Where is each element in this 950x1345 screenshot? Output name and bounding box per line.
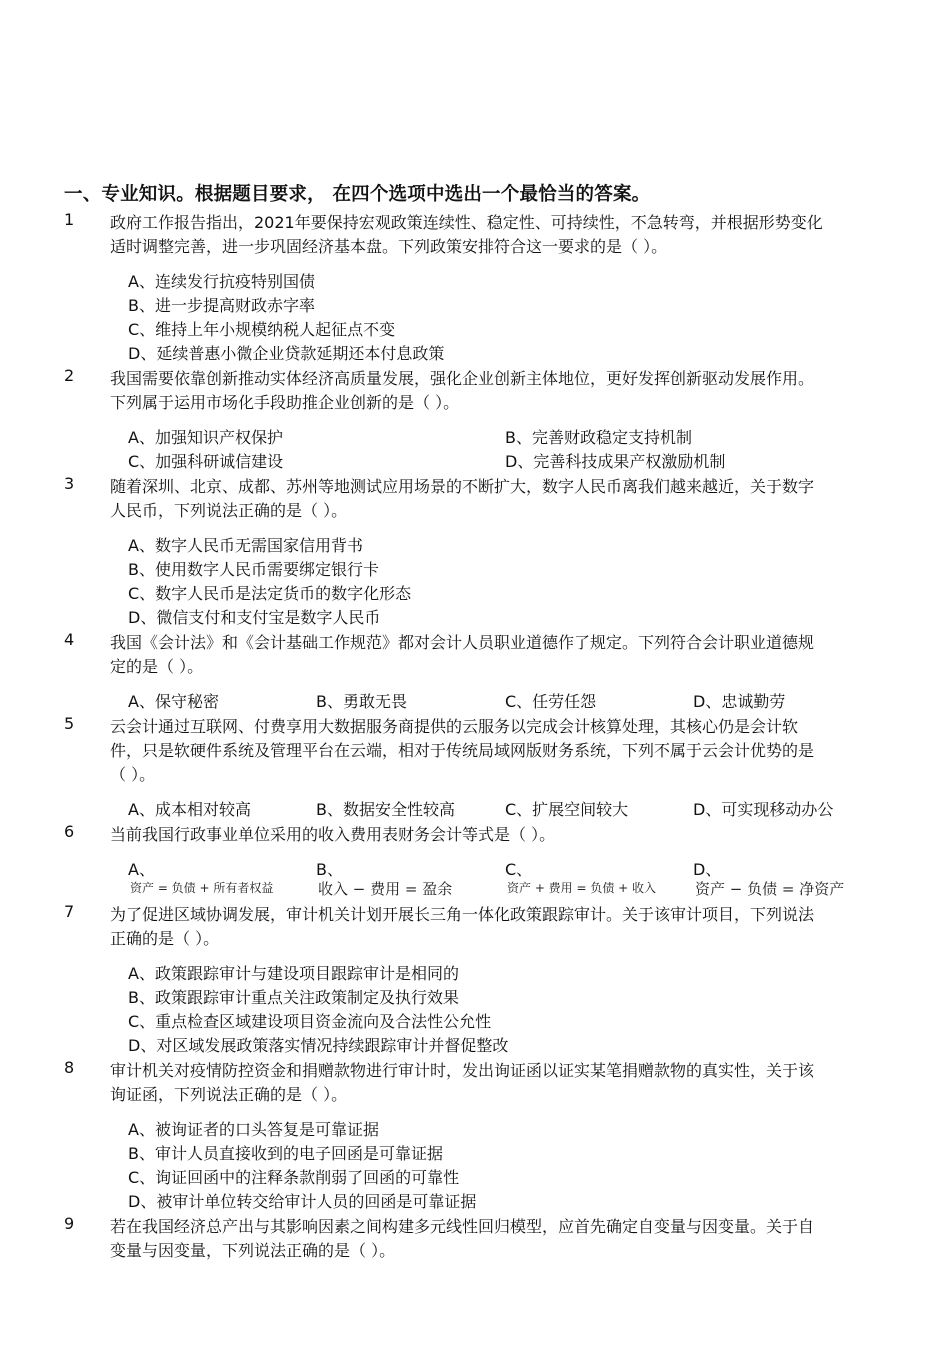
option-b[interactable]: B、使用数字人民币需要绑定银行卡 [128, 560, 379, 579]
option-b[interactable]: B、政策跟踪审计重点关注政策制定及执行效果 [128, 988, 459, 1007]
option-a[interactable]: A、政策跟踪审计与建设项目跟踪审计是相同的 [128, 964, 459, 983]
option-a[interactable]: A、数字人民币无需国家信用背书 [128, 536, 363, 555]
option-b[interactable]: B、审计人员直接收到的电子回函是可靠证据 [128, 1144, 443, 1163]
section-heading: 一、专业知识。根据题目要求， 在四个选项中选出一个最恰当的答案。 [64, 184, 651, 205]
option-b[interactable]: B、数据安全性较高 [316, 800, 455, 819]
option-b-formula: 收入 − 费用 = 盈余 [318, 880, 453, 898]
option-d[interactable]: D、可实现移动办公 [693, 800, 834, 819]
option-a[interactable]: A、连续发行抗疫特别国债 [128, 272, 315, 291]
option-b[interactable]: B、完善财政稳定支持机制 [505, 428, 692, 447]
question-stem-line: 正确的是（ ）。 [110, 929, 220, 948]
option-d-formula: 资产 − 负债 = 净资产 [695, 880, 845, 898]
option-d[interactable]: D、忠诚勤劳 [693, 692, 786, 711]
question-stem-line: 人民币，下列说法正确的是（ ）。 [110, 501, 348, 520]
question-stem-line: 为了促进区域协调发展，审计机关计划开展长三角一体化政策跟踪审计。关于该审计项目，下列说法 [110, 905, 815, 924]
question-stem-line: 我国《会计法》和《会计基础工作规范》都对会计人员职业道德作了规定。下列符合会计职业道德规 [110, 633, 815, 652]
option-d[interactable]: D、微信支付和支付宝是数字人民币 [128, 608, 381, 627]
option-c[interactable]: C、维持上年小规模纳税人起征点不变 [128, 320, 396, 339]
option-b[interactable]: B、勇敢无畏 [316, 692, 407, 711]
question-stem-line: 当前我国行政事业单位采用的收入费用表财务会计等式是（ ）。 [110, 825, 556, 844]
option-a[interactable]: A、加强知识产权保护 [128, 428, 283, 447]
option-c[interactable]: C、重点检查区域建设项目资金流向及合法性公允性 [128, 1012, 492, 1031]
question-number: 3 [64, 474, 75, 493]
option-c[interactable]: C、加强科研诚信建设 [128, 452, 284, 471]
question-stem-line: 我国需要依靠创新推动实体经济高质量发展，强化企业创新主体地位，更好发挥创新驱动发展作用。 [110, 369, 815, 388]
question-number: 2 [64, 366, 75, 385]
question-number: 7 [64, 902, 75, 921]
question-number: 1 [64, 210, 75, 229]
option-c[interactable]: C、任劳任怨 [505, 692, 597, 711]
option-b[interactable]: B、进一步提高财政赤字率 [128, 296, 315, 315]
option-a[interactable]: A、 [128, 860, 155, 879]
option-a[interactable]: A、被询证者的口头答复是可靠证据 [128, 1120, 379, 1139]
question-stem-line: 若在我国经济总产出与其影响因素之间构建多元线性回归模型，应首先确定自变量与因变量。关于自 [110, 1217, 815, 1236]
option-d[interactable]: D、延续普惠小微企业贷款延期还本付息政策 [128, 344, 445, 363]
question-number: 6 [64, 822, 75, 841]
option-a[interactable]: A、保守秘密 [128, 692, 219, 711]
question-stem-line: 随着深圳、北京、成都、苏州等地测试应用场景的不断扩大，数字人民币离我们越来越近，关于数字 [110, 477, 815, 496]
option-c[interactable]: C、数字人民币是法定货币的数字化形态 [128, 584, 412, 603]
option-a[interactable]: A、成本相对较高 [128, 800, 251, 819]
question-stem-line: 云会计通过互联网、付费享用大数据服务商提供的云服务以完成会计核算处理，其核心仍是会计软 [110, 717, 799, 736]
option-a-formula: 资产 = 负债 + 所有者权益 [130, 881, 274, 895]
question-number: 4 [64, 630, 75, 649]
option-d[interactable]: D、被审计单位转交给审计人员的回函是可靠证据 [128, 1192, 477, 1211]
question-stem-line: 定的是（ ）。 [110, 657, 204, 676]
option-c[interactable]: C、 [505, 860, 533, 879]
question-stem-line: 询证函，下列说法正确的是（ ）。 [110, 1085, 348, 1104]
question-number: 5 [64, 714, 75, 733]
question-number: 9 [64, 1214, 75, 1233]
question-stem-line: 下列属于运用市场化手段助推企业创新的是（ ）。 [110, 393, 460, 412]
question-stem-line: 政府工作报告指出，2021年要保持宏观政策连续性、稳定性、可持续性，不急转弯，并根据形势变化 [110, 213, 823, 232]
option-c[interactable]: C、扩展空间较大 [505, 800, 629, 819]
question-stem-line: 变量与因变量，下列说法正确的是（ ）。 [110, 1241, 396, 1260]
question-stem-line: （ ）。 [110, 765, 156, 784]
option-b[interactable]: B、 [316, 860, 343, 879]
question-stem-line: 审计机关对疫情防控资金和捐赠款物进行审计时，发出询证函以证实某笔捐赠款物的真实性，关于该 [110, 1061, 815, 1080]
option-c-formula: 资产 + 费用 = 负债 + 收入 [507, 881, 657, 895]
question-stem-line: 件，只是软硬件系统及管理平台在云端，相对于传统局域网版财务系统，下列不属于云会计优势的是 [110, 741, 815, 760]
question-number: 8 [64, 1058, 75, 1077]
question-stem-line: 适时调整完善，进一步巩固经济基本盘。下列政策安排符合这一要求的是（ ）。 [110, 237, 668, 256]
option-d[interactable]: D、对区域发展政策落实情况持续跟踪审计并督促整改 [128, 1036, 509, 1055]
option-c[interactable]: C、询证回函中的注释条款削弱了回函的可靠性 [128, 1168, 460, 1187]
option-d[interactable]: D、完善科技成果产权激励机制 [505, 452, 726, 471]
option-d[interactable]: D、 [693, 860, 722, 879]
